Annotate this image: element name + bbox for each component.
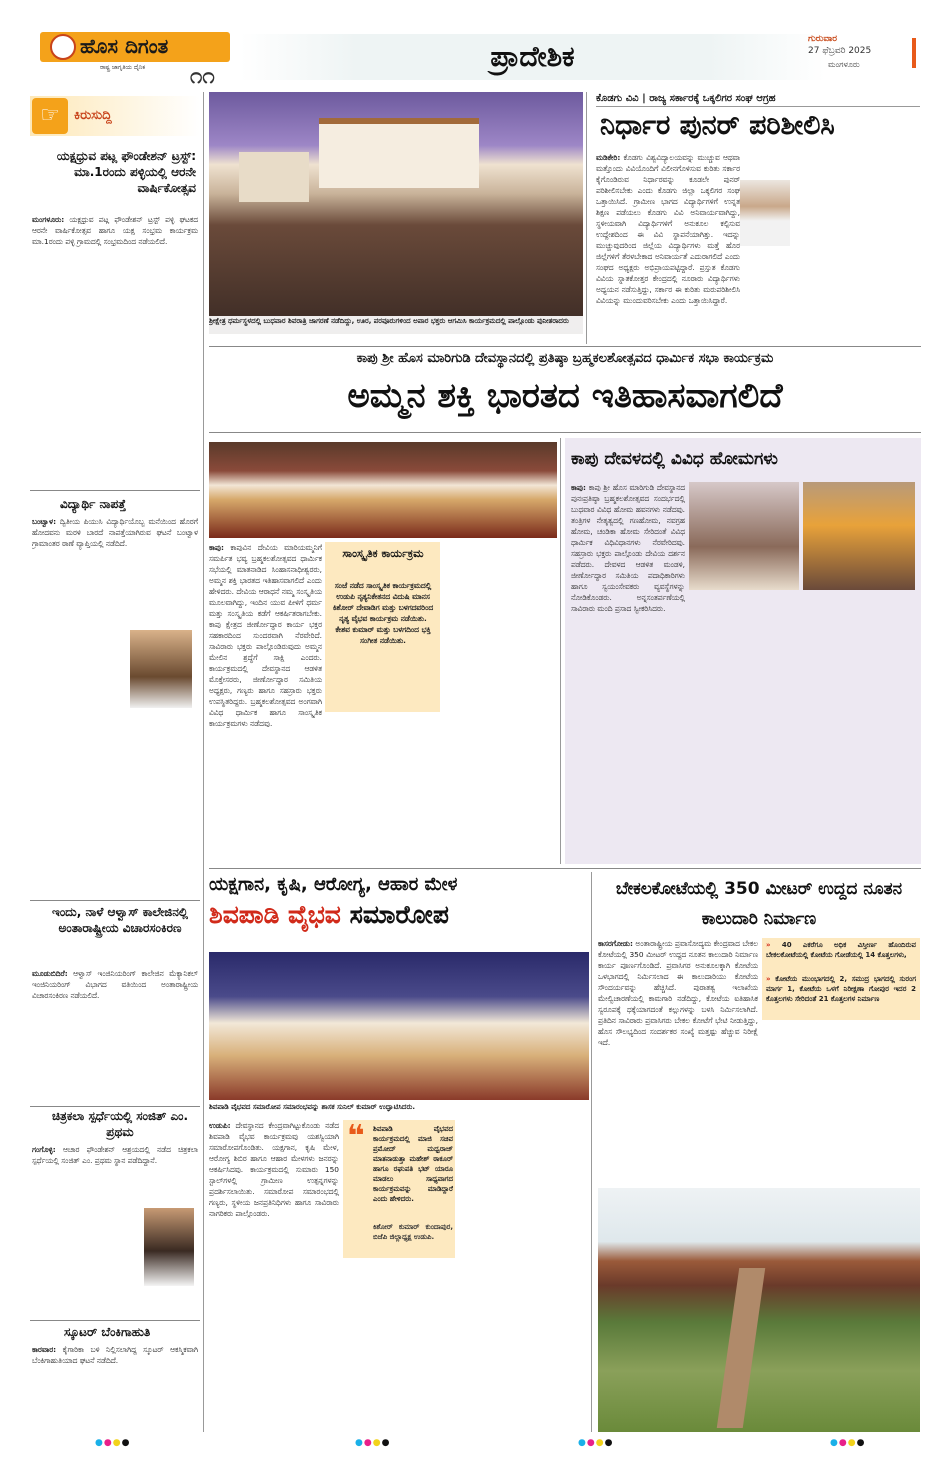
bekal-story xyxy=(594,872,921,1432)
column-rule xyxy=(560,438,561,864)
shivapadi-kicker: ಯಕ್ಷಗಾನ, ಕೃಷಿ, ಆರೋಗ್ಯ, ಆಹಾರ ಮೇಳ xyxy=(209,874,458,895)
brief-body-1 xyxy=(32,214,198,490)
shivapadi-story xyxy=(209,872,589,1432)
homa-photo-2 xyxy=(803,482,915,590)
shivapadi-headline-black: ಸಮಾರೋಪ xyxy=(349,900,449,929)
quote-author: ಕಿಶೋರ್ ಕುಮಾರ್ ಕುಂದಾಪುರ, ಬಿಜೆಪಿ ಜಿಲ್ಲಾಧ್ಯಕ್ಷ ಉಡುಪಿ. xyxy=(373,1223,453,1241)
brief-dateline-2: ಬಂಟ್ವಾಳ: xyxy=(32,517,57,526)
divider xyxy=(209,432,921,433)
homa-body-c xyxy=(803,598,915,858)
brief-tag-label: ಕಿರುಸುದ್ದಿ xyxy=(74,108,112,123)
shivapadi-body-b xyxy=(343,1262,455,1430)
brief-title-4: ಚಿತ್ರಕಲಾ ಸ್ಪರ್ಧೆಯಲ್ಲಿ ಸಂಜಿತ್ ಎಂ. ಪ್ರಥಮ xyxy=(51,1109,189,1139)
quote-text: ಶಿವಪಾಡಿ ವೈಭವದ ಕಾರ್ಯಕ್ರಮದಲ್ಲಿ ಮಾಜಿ ಸಚಿವ ಪ್ರಮೋದ್ ಮಧ್ವರಾಜ್ ಮಾತನಾಡುತ್ತಾ ಮಹೇಶ್ ಠಾಕೂರ್ ಹಾಗೂ ರಘುಪತಿ ಭಟ್ ಯಾರೂ ಮಾಡಲು ಸಾಧ್ಯವಾಗದ ಕಾರ್ಯಕ್ರಮವನ್ನು ಮಾಡಿದ್ದಾರೆ ಎಂದು ಹೇಳಿದರು. xyxy=(373,1125,453,1203)
bullet-arrow-icon: » xyxy=(766,975,776,983)
cultural-box-body: ಸಂಜೆ ನಡೆದ ಸಾಂಸ್ಕೃತಿಕ ಕಾರ್ಯಕ್ರಮದಲ್ಲಿ ಉಡುಪಿ ನೃತ್ಯನಿಕೇತನದ ವಿದುಷಿ ಮಾನಸ ಕಿಶೋರ್ ದೇವಾಡಿಗ ಮತ್ತು ಬಳಗದವರಿಂದ ನೃತ್ಯ ವೈಭವ ಕಾರ್ಯಕ್ರಮ ನಡೆಯಿತು. ಕೇಶವ ಕುಮಾರ್ ಮತ್ತು ಬಳಗದಿಂದ ಭಕ್ತಿ ಸಂಗೀತ ನಡೆಯಿತು. xyxy=(332,581,434,645)
quote-box xyxy=(343,1120,455,1258)
kodagu-kicker: ಕೊಡಗು ವಿವಿ | ರಾಜ್ಯ ಸರ್ಕಾರಕ್ಕೆ ಒಕ್ಕಲಿಗರ ಸಂಘ ಆಗ್ರಹ xyxy=(596,92,920,107)
homa-dateline: ಕಾಪು: xyxy=(571,483,586,492)
column-rule xyxy=(586,92,587,344)
brief-body-2 xyxy=(32,516,198,626)
kodagu-headline: ನಿರ್ಧಾರ ಪುನರ್ ಪರಿಶೀಲಿಸಿ xyxy=(600,110,835,141)
homa-body-b xyxy=(689,598,799,858)
page-number: ೧೧ xyxy=(190,64,215,89)
logo-emblem-icon xyxy=(50,34,76,60)
bekal-text: ಅಂತಾರಾಷ್ಟ್ರೀಯ ಪ್ರವಾಸೋದ್ಯಮ ಕೇಂದ್ರವಾದ ಬೇಕಲ ಕೋಟೆಯಲ್ಲಿ 350 ಮೀಟರ್ ಉದ್ದದ ನೂತನ ಕಾಲುದಾರಿ ನಿರ್ಮಾಣ ಕಾರ್ಯ ಪೂರ್ಣಗೊಂಡಿದೆ. ಪ್ರವಾಸಿಗರ ಅನುಕೂಲಕ್ಕಾಗಿ ಕೋಟೆಯ ಒಳಭಾಗದಲ್ಲಿ ನಿರ್ಮಿಸಲಾದ ಈ ಕಾಲುದಾರಿಯು ಕೋಟೆಯ ಸೌಂದರ್ಯವನ್ನು ಹೆಚ್ಚಿಸಿದೆ. ಪುರಾತತ್ವ ಇಲಾಖೆಯ ಮೇಲ್ವಿಚಾರಣೆಯಲ್ಲಿ ಕಾಮಗಾರಿ ನಡೆದಿದ್ದು, ಕೋಟೆಯ ಐತಿಹಾಸಿಕ ಸ್ವರೂಪಕ್ಕೆ ಧಕ್ಕೆಯಾಗದಂತೆ ಕಲ್ಲುಗಳನ್ನು ಬಳಸಿ ನಿರ್ಮಿಸಲಾಗಿದೆ. ಪ್ರತಿದಿನ ಸಾವಿರಾರು ಪ್ರವಾಸಿಗರು ಬೇಕಲ ಕೋಟೆಗೆ ಭೇಟಿ ನೀಡುತ್ತಿದ್ದು, ಹೊಸ ಸೌಲಭ್ಯದಿಂದ ಸಂದರ್ಶಕರ ಸಂಖ್ಯೆ ಮತ್ತಷ್ಟು ಹೆಚ್ಚುವ ನಿರೀಕ್ಷೆ ಇದೆ. xyxy=(598,939,758,1047)
shivapadi-photo xyxy=(209,952,589,1100)
shivapadi-headline xyxy=(209,898,589,932)
kodagu-body-b xyxy=(796,152,920,342)
divider xyxy=(30,1106,200,1107)
bekal-dateline: ಕಾಸರಗೋಡು: xyxy=(598,939,633,948)
section-banner xyxy=(240,34,825,80)
main-body-col3 xyxy=(443,542,557,864)
homa-text: ಕಾಪು ಶ್ರೀ ಹೊಸ ಮಾರಿಗುಡಿ ದೇವಸ್ಥಾನದ ಪುನಃಪ್ರತಿಷ್ಠಾ ಬ್ರಹ್ಮಕಲಶೋತ್ಸವದ ಸಂದರ್ಭದಲ್ಲಿ ಬುಧವಾರ ವಿವಿಧ ಹೋಮ ಹವನಗಳು ನಡೆದವು. ತಂತ್ರಿಗಳ ನೇತೃತ್ವದಲ್ಲಿ ಗಣಹೋಮ, ನವಗ್ರಹ ಹೋಮ, ಚಂಡಿಕಾ ಹೋಮ ಸೇರಿದಂತೆ ವಿವಿಧ ಧಾರ್ಮಿಕ ವಿಧಿವಿಧಾನಗಳು ನೆರವೇರಿದವು. ಸಹಸ್ರಾರು ಭಕ್ತರು ಪಾಲ್ಗೊಂಡು ದೇವಿಯ ದರ್ಶನ ಪಡೆದರು. ದೇವಳದ ಆಡಳಿತ ಮಂಡಳಿ, ಜೀರ್ಣೋದ್ಧಾರ ಸಮಿತಿಯ ಪದಾಧಿಕಾರಿಗಳು ಹಾಗೂ ಸ್ವಯಂಸೇವಕರು ವ್ಯವಸ್ಥೆಗಳನ್ನು ನೋಡಿಕೊಂಡರು. ಅನ್ನಸಂತರ್ಪಣೆಯಲ್ಲಿ ಸಾವಿರಾರು ಮಂದಿ ಪ್ರಸಾದ ಸ್ವೀಕರಿಸಿದರು. xyxy=(571,483,685,613)
shivapadi-body-c xyxy=(459,1120,589,1430)
issue-day: ಗುರುವಾರ xyxy=(808,34,838,44)
shivapadi-body-a xyxy=(209,1120,339,1430)
bullet-arrow-icon: » xyxy=(766,941,782,949)
bekal-bullets xyxy=(762,938,920,1020)
brief-text-4: ಆಚಾರ ಫೌಂಡೇಶನ್ ಆಶ್ರಯದಲ್ಲಿ ನಡೆದ ಚಿತ್ರಕಲಾ ಸ್ಪರ್ಧೆಯಲ್ಲಿ ಸಂಜಿತ್ ಎಂ. ಪ್ರಥಮ ಸ್ಥಾನ ಪಡೆದಿದ್ದಾನೆ. xyxy=(32,1145,198,1165)
registration-marks: ●●●● xyxy=(830,1438,866,1448)
brief-title-3: ಇಂದು, ನಾಳೆ ಆಳ್ವಾಸ್ ಕಾಲೇಜಿನಲ್ಲಿ ಅಂತಾರಾಷ್ಟ್ರೀಯ ವಿಚಾರಸಂಕಿರಣ xyxy=(52,905,188,935)
main-body-col1 xyxy=(209,542,322,864)
brief-column xyxy=(30,92,200,1432)
brief-dateline-4: ಗಂಗೊಳ್ಳಿ: xyxy=(32,1145,56,1154)
brief-dateline-3: ಮೂಡುಬಿದಿರೆ: xyxy=(32,969,68,978)
masthead xyxy=(0,0,945,89)
logo-sub: ರಾಷ್ಟ್ರ ಜಾಗೃತಿಯ ದೈನಿಕ xyxy=(100,64,146,71)
kodagu-body-a xyxy=(596,152,740,342)
shivapadi-caption: ಶಿವಪಾಡಿ ವೈಭವದ ಸಮಾರೋಪ ಸಮಾರಂಭವನ್ನು ಶಾಸಕ ಸುನಿಲ್ ಕುಮಾರ್ ಉದ್ಘಾಟಿಸಿದರು. xyxy=(209,1103,416,1111)
issue-date: 27 ಫೆಬ್ರವರಿ 2025 xyxy=(808,46,872,56)
homa-story xyxy=(565,438,921,864)
divider xyxy=(209,346,921,347)
registration-marks: ●●●● xyxy=(355,1438,391,1448)
brief-text-2: ದ್ವಿತೀಯ ಪಿಯುಸಿ ವಿದ್ಯಾರ್ಥಿಯೊಬ್ಬ ಮನೆಯಿಂದ ಹೊರಗೆ ಹೋದವನು ಮರಳಿ ಬಾರದೆ ನಾಪತ್ತೆಯಾಗಿರುವ ಘಟನೆ ಬಂಟ್ವಾಳ ಗ್ರಾಮಾಂತರ ಠಾಣೆ ವ್ಯಾಪ್ತಿಯಲ್ಲಿ ನಡೆದಿದೆ. xyxy=(32,517,198,548)
dateline-box xyxy=(808,34,918,84)
kapu-stage-photo xyxy=(209,442,557,538)
issue-city: ಮಂಗಳೂರು xyxy=(828,60,860,69)
registration-marks: ●●●● xyxy=(578,1438,614,1448)
shivapadi-dateline: ಉಡುಪಿ: xyxy=(209,1121,231,1130)
divider xyxy=(30,490,200,491)
bekal-bullet-1: » 40 ಎಕರೆಗೂ ಅಧಿಕ ವಿಸ್ತೀರ್ಣ ಹೊಂದಿರುವ ಬೇಕಲಕೋಟೆಯಲ್ಲಿ ಕೋಟೆಯ ಗೋಡೆಯಲ್ಲಿ 14 ಕೊತ್ತಲಗಳು, xyxy=(766,941,916,959)
brief-text-1: ಯಕ್ಷಧ್ರುವ ಪಟ್ಲ ಫೌಂಡೇಶನ್ ಟ್ರಸ್ಟ್ ಪಳ್ಳಿ ಘಟಕದ ಆರನೇ ವಾರ್ಷಿಕೋತ್ಸವ ಹಾಗೂ ಯಕ್ಷ ಸಂಭ್ರಮ ಕಾರ್ಯಕ್ರಮ ಮಾ.1ರಂದು ಪಳ್ಳಿ ಗ್ರಾಮದಲ್ಲಿ ಸಂಭ್ರಮದಿಂದ ನಡೆಯಲಿದೆ. xyxy=(32,215,198,246)
divider xyxy=(209,868,921,869)
main-headline: ಅಮ್ಮನ ಶಕ್ತಿ ಭಾರತದ ಇತಿಹಾಸವಾಗಲಿದೆ xyxy=(347,376,783,416)
main-body-col2 xyxy=(325,716,440,864)
brief-dateline-1: ಮಂಗಳೂರು: xyxy=(32,215,65,224)
pointing-hand-icon: ☞ xyxy=(32,98,68,134)
brief-body-5 xyxy=(32,1344,198,1430)
brief-text-5: ಕೈಗಾರಿಕಾ ಬಳಿ ನಿಲ್ಲಿಸಲಾಗಿದ್ದ ಸ್ಕೂಟರ್ ಆಕಸ್ಮಿಕವಾಗಿ ಬೆಂಕಿಗಾಹುತಿಯಾದ ಘಟನೆ ನಡೆದಿದೆ. xyxy=(32,1345,198,1365)
shivapadi-headline-red: ಶಿವಪಾಡಿ ವೈಭವ xyxy=(209,900,341,929)
brief-body-3 xyxy=(32,968,198,1098)
main-text: ಕಾಪುವಿನ ದೇವಿಯ ಮಾರಿಯಮ್ಮನಿಗೆ ಸಮರ್ಪಿತ ಭವ್ಯ ಬ್ರಹ್ಮಕಲಶೋತ್ಸವದ ಧಾರ್ಮಿಕ ಸಭೆಯಲ್ಲಿ ಮಾತನಾಡಿದ ಸಿಂಹಾಸನಾಧೀಶ್ವರರು, ಅಮ್ಮನ ಶಕ್ತಿ ಭಾರತದ ಇತಿಹಾಸವಾಗಲಿದೆ ಎಂದು ಹೇಳಿದರು. ದೇವಿಯ ಆರಾಧನೆ ನಮ್ಮ ಸಂಸ್ಕೃತಿಯ ಮೂಲವಾಗಿದ್ದು, ಇಂದಿನ ಯುವ ಪೀಳಿಗೆ ಧರ್ಮ ಮತ್ತು ಸಂಸ್ಕೃತಿಯ ಕಡೆಗೆ ಆಕರ್ಷಿತರಾಗಬೇಕು. ಕಾಪು ಕ್ಷೇತ್ರದ ಜೀರ್ಣೋದ್ಧಾರ ಕಾರ್ಯ ಭಕ್ತರ ಸಹಕಾರದಿಂದ ಸುಂದರವಾಗಿ ನೆರವೇರಿದೆ. ಸಾವಿರಾರು ಭಕ್ತರು ಪಾಲ್ಗೊಂಡಿರುವುದು ಅಮ್ಮನ ಮೇಲಿನ ಶ್ರದ್ಧೆಗೆ ಸಾಕ್ಷಿ ಎಂದರು. ಕಾರ್ಯಕ್ರಮದಲ್ಲಿ ದೇವಸ್ಥಾನದ ಆಡಳಿತ ಮೊಕ್ತೇಸರರು, ಜೀರ್ಣೋದ್ಧಾರ ಸಮಿತಿಯ ಅಧ್ಯಕ್ಷರು, ಗಣ್ಯರು ಹಾಗೂ ಸಹಸ್ರಾರು ಭಕ್ತರು ಉಪಸ್ಥಿತರಿದ್ದರು. ಬ್ರಹ್ಮಕಲಶೋತ್ಸವದ ಅಂಗವಾಗಿ ವಿವಿಧ ಧಾರ್ಮಿಕ ಹಾಗೂ ಸಾಂಸ್ಕೃತಿಕ ಕಾರ್ಯಕ್ರಮಗಳು ನಡೆದವು. xyxy=(209,543,322,728)
logo-text: ಹೊಸ ದಿಗಂತ xyxy=(80,34,169,58)
bekal-body-c xyxy=(598,1164,920,1184)
kodagu-dateline: ಮಡಿಕೇರಿ: xyxy=(596,153,621,162)
homa-body xyxy=(571,482,685,856)
divider xyxy=(30,1320,200,1321)
brief-title-2: ವಿದ್ಯಾರ್ಥಿ ನಾಪತ್ತೆ xyxy=(60,497,126,511)
kodagu-story xyxy=(590,92,920,344)
cultural-box xyxy=(325,542,440,712)
section-title: ಪ್ರಾದೇಶಿಕ xyxy=(490,40,575,73)
main-dateline: ಕಾಪು: xyxy=(209,543,224,552)
main-kicker: ಕಾಪು ಶ್ರೀ ಹೊಸ ಮಾರಿಗುಡಿ ದೇವಸ್ಥಾನದಲ್ಲಿ ಪ್ರತಿಷ್ಠಾ ಬ್ರಹ್ಮಕಲಶೋತ್ಸವದ ಧಾರ್ಮಿಕ ಸಭಾ ಕಾರ್ಯಕ್ರಮ xyxy=(356,351,774,366)
quote-mark-icon: ❝ xyxy=(347,1119,365,1154)
homa-headline: ಕಾಪು ದೇವಳದಲ್ಲಿ ವಿವಿಧ ಹೋಮಗಳು xyxy=(571,449,778,469)
column-rule xyxy=(203,92,204,1432)
brief-tag xyxy=(30,96,200,136)
top-photo-caption: ಶ್ರೀಕ್ಷೇತ್ರ ಧರ್ಮಸ್ಥಳದಲ್ಲಿ ಬುಧವಾರ ಶಿವರಾತ್ರಿ ಜಾಗರಣೆ ನಡೆದಿದ್ದು, ಊರ, ಪರವೂರುಗಳಿಂದ ಅಪಾರ ಭಕ್ತರು ಆಗಮಿಸಿ ಕಾರ್ಯಕ್ರಮದಲ್ಲಿ ಪಾಲ್ಗೊಂಡು ಪುನೀತರಾದರು xyxy=(209,316,583,338)
registration-marks: ●●●● xyxy=(95,1438,131,1448)
bekal-body-a xyxy=(598,938,758,1164)
masthead-accent xyxy=(912,38,916,68)
brief-body-4 xyxy=(32,1144,198,1204)
cultural-box-title: ಸಾಂಸ್ಕೃತಿಕ ಕಾರ್ಯಕ್ರಮ xyxy=(342,547,424,560)
bekal-body-b xyxy=(762,1024,920,1164)
student-photo xyxy=(130,630,192,708)
brief-text-3: ಆಳ್ವಾಸ್ ಇಂಜಿನಿಯರಿಂಗ್ ಕಾಲೇಜಿನ ಮೆಕ್ಯಾನಿಕಲ್ ಇಂಜಿನಿಯರಿಂಗ್ ವಿಭಾಗದ ವತಿಯಿಂದ ಅಂತಾರಾಷ್ಟ್ರೀಯ ವಿಚಾರಸಂಕಿರಣ ನಡೆಯಲಿದೆ. xyxy=(32,969,198,1000)
homa-photo-1 xyxy=(689,482,799,590)
bekal-headline: ಬೇಕಲಕೋಟೆಯಲ್ಲಿ 350 ಮೀಟರ್ ಉದ್ದದ ನೂತನ ಕಾಲುದಾರಿ ನಿರ್ಮಾಣ xyxy=(615,879,903,929)
kodagu-text: ಕೊಡಗು ವಿಶ್ವವಿದ್ಯಾಲಯವನ್ನು ಮುಚ್ಚುವ ಆಥವಾ ಮತ್ತೊಂದು ವಿವಿಯೊಂದಿಗೆ ವಿಲೀನಗೊಳಿಸುವ ಕುರಿತು ಸರ್ಕಾರ ಕೈಗೊಂಡಿರುವ ನಿರ್ಧಾರವನ್ನು ಕೂಡಲೇ ಪುನರ್ ಪರಿಶೀಲಿಸಬೇಕು ಎಂದು ಕೊಡಗು ಜಿಲ್ಲಾ ಒಕ್ಕಲಿಗರ ಸಂಘ ಒತ್ತಾಯಿಸಿದೆ. ಗ್ರಾಮೀಣ ಭಾಗದ ವಿದ್ಯಾರ್ಥಿಗಳಿಗೆ ಉನ್ನತ ಶಿಕ್ಷಣ ಪಡೆಯಲು ಕೊಡಗು ವಿವಿ ಅನಿವಾರ್ಯವಾಗಿದ್ದು, ಸ್ಥಳೀಯವಾಗಿ ವಿದ್ಯಾರ್ಥಿಗಳಿಗೆ ಅನುಕೂಲ ಕಲ್ಪಿಸುವ ಉದ್ದೇಶದಿಂದ ಈ ವಿವಿ ಸ್ಥಾಪನೆಯಾಗಿತ್ತು. ಇದನ್ನು ಮುಚ್ಚುವುದರಿಂದ ಜಿಲ್ಲೆಯ ವಿದ್ಯಾರ್ಥಿಗಳು ಮತ್ತೆ ಹೊರ ಜಿಲ್ಲೆಗಳಿಗೆ ತೆರಳಬೇಕಾದ ಅನಿವಾರ್ಯತೆ ಎದುರಾಗಲಿದೆ ಎಂದು ಸಂಘದ ಅಧ್ಯಕ್ಷರು ಅಭಿಪ್ರಾಯಪಟ್ಟಿದ್ದಾರೆ. ಪ್ರಸ್ತುತ ಕೊಡಗು ವಿವಿಯ ಸ್ನಾತಕೋತ್ತರ ಕೇಂದ್ರದಲ್ಲಿ ನೂರಾರು ವಿದ್ಯಾರ್ಥಿಗಳು ಅಧ್ಯಯನ ನಡೆಸುತ್ತಿದ್ದು, ಸರ್ಕಾರ ಈ ಕುರಿತು ಮರುಪರಿಶೀಲಿಸಿ ವಿವಿಯನ್ನು ಮುಂದುವರಿಸಬೇಕು ಎಂದು ಒತ್ತಾಯಿಸಿದ್ದಾರೆ. xyxy=(596,153,740,305)
bekal-bullet-2: » ಕೋಟೆಯ ಮುಂಭಾಗದಲ್ಲಿ 2, ಸಮುದ್ರ ಭಾಗದಲ್ಲಿ ಸುರಂಗ ಮಾರ್ಗ 1, ಕೋಟೆಯ ಒಳಗೆ ನಿರೀಕ್ಷಣಾ ಗೋಪುರ ಇದರ 2 ಕೊತ್ತಲಗಳು ಸೇರಿದಂತೆ 21 ಕೊತ್ತಲಗಳ ನಿರ್ಮಾಣ xyxy=(766,975,916,1003)
brief-body-2b xyxy=(32,632,126,932)
divider xyxy=(30,900,200,901)
brief-title-1: ಯಕ್ಷಧ್ರುವ ಪಟ್ಲ ಫೌಂಡೇಶನ್ ಟ್ರಸ್ಟ್: ಮಾ.1ರಂದು ಪಳ್ಳಿಯಲ್ಲಿ ಆರನೇ ವಾರ್ಷಿಕೋತ್ಸವ xyxy=(56,149,196,195)
shivapadi-text: ದೇವಸ್ಥಾನದ ಕೇಂದ್ರವಾಗಿಟ್ಟುಕೊಂಡು ನಡೆದ ಶಿವಪಾಡಿ ವೈಭವ ಕಾರ್ಯಕ್ರಮವು ಯಶಸ್ವಿಯಾಗಿ ಸಮಾರೋಪಗೊಂಡಿತು. ಯಕ್ಷಗಾನ, ಕೃಷಿ ಮೇಳ, ಆರೋಗ್ಯ ಶಿಬಿರ ಹಾಗೂ ಆಹಾರ ಮೇಳಗಳು ಜನರನ್ನು ಆಕರ್ಷಿಸಿದವು. ಕಾರ್ಯಕ್ರಮದಲ್ಲಿ ಸುಮಾರು 150 ಸ್ಟಾಲ್‌ಗಳಲ್ಲಿ ಗ್ರಾಮೀಣ ಉತ್ಪನ್ನಗಳನ್ನು ಪ್ರದರ್ಶಿಸಲಾಯಿತು. ಸಮಾರೋಪ ಸಮಾರಂಭದಲ್ಲಿ ಗಣ್ಯರು, ಸ್ಥಳೀಯ ಜನಪ್ರತಿನಿಧಿಗಳು ಹಾಗೂ ಸಾವಿರಾರು ನಾಗರಿಕರು ಪಾಲ್ಗೊಂಡರು. xyxy=(209,1121,339,1218)
kodagu-portrait xyxy=(740,180,790,246)
dharmasthala-photo xyxy=(209,92,583,334)
brief-title-5: ಸ್ಕೂಟರ್ ಬೆಂಕಿಗಾಹುತಿ xyxy=(64,1325,151,1339)
logo xyxy=(40,30,240,89)
student-photo xyxy=(144,1208,194,1286)
bekal-fort-photo xyxy=(598,1188,920,1432)
brief-dateline-5: ಕಾರವಾರ: xyxy=(32,1345,57,1354)
column-rule xyxy=(591,872,592,1432)
